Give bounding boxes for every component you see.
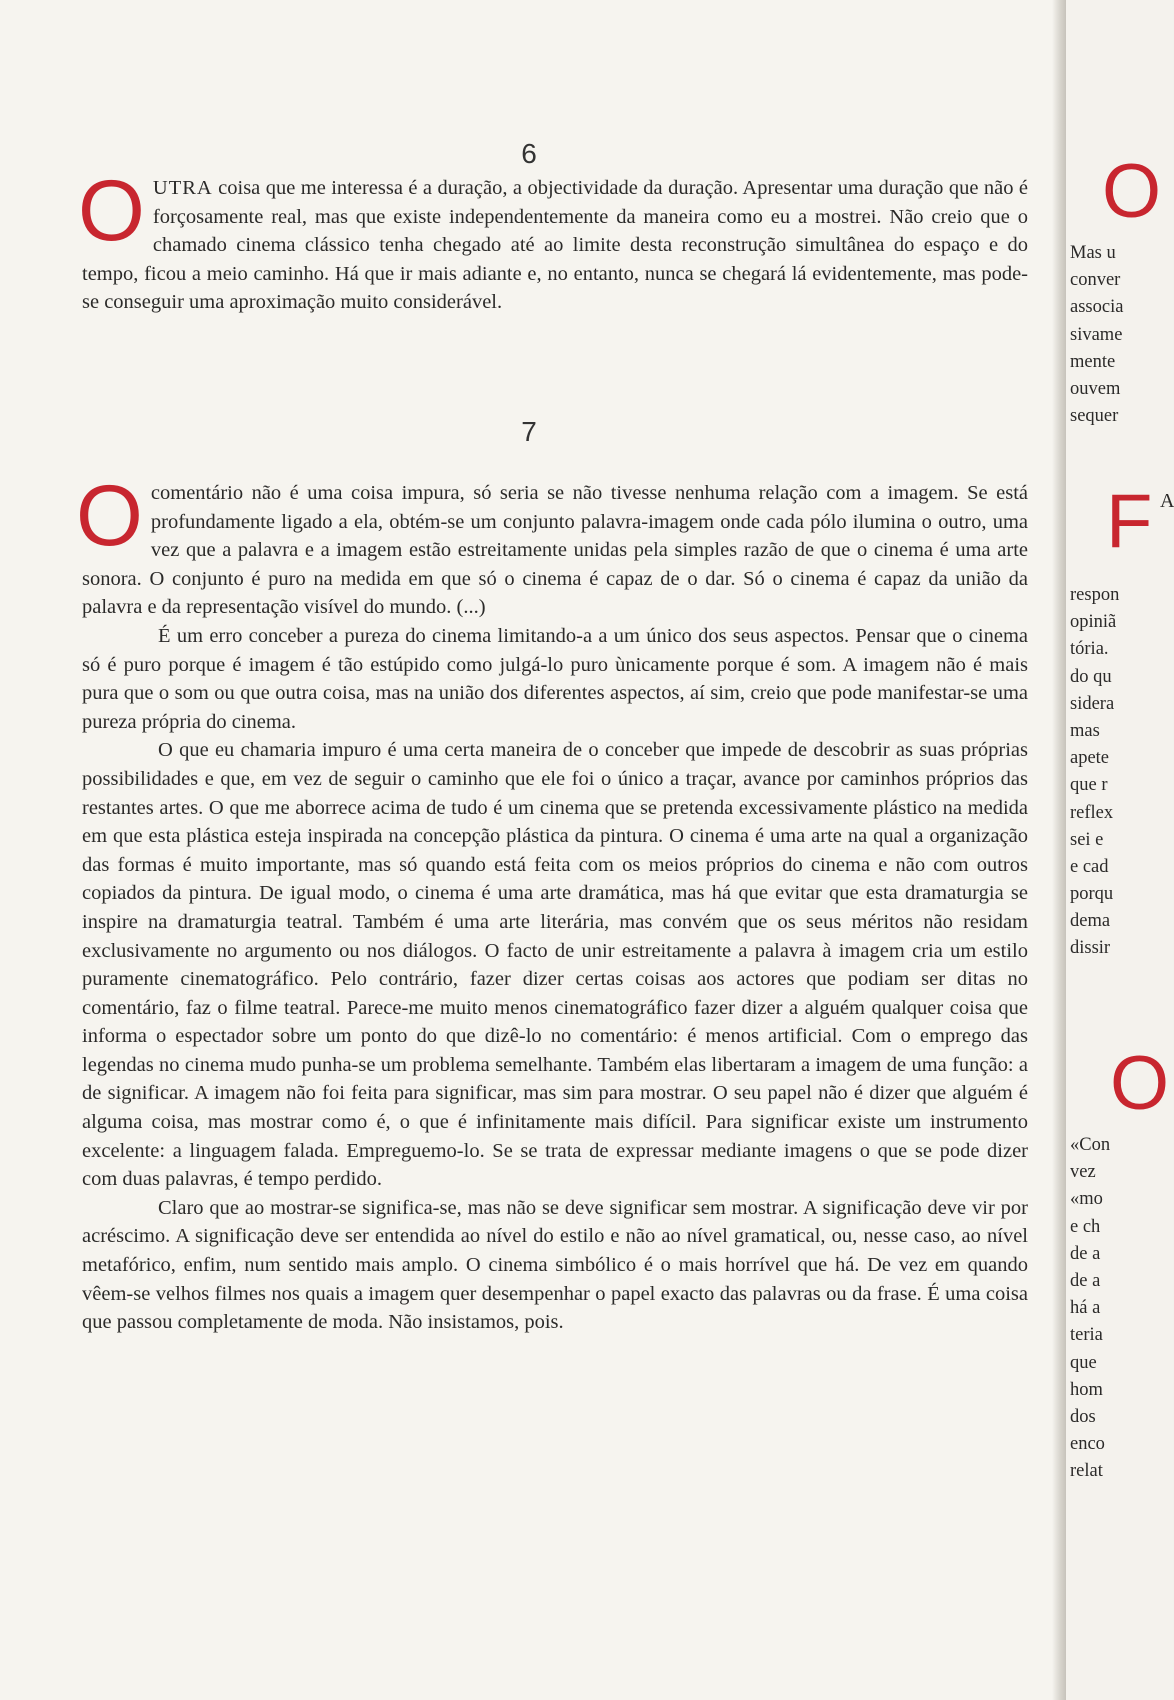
text-line: tória. — [1070, 639, 1109, 660]
right-page-edge — [1066, 0, 1173, 1700]
text-line: que — [1070, 1352, 1097, 1373]
section-7-paragraph-4: Claro que ao mostrar-se significa-se, mas não se deve significar sem mostrar. A significação deve vir por acréscimo. A significação deve ser entendida ao nível do estilo e não ao nível gramatical, ou, nesse caso, ao nível metafórico, enfim, num sentido mais amplo. O cinema simbólico é o mais horrível que há. De vez em quando vêem-se velhos filmes nos quais a imagem quer desempenhar o papel exacto das palavras ou da frase. É uma coisa que passou completamente de moda. Não insistamos, pois. — [82, 1196, 1028, 1334]
right-cap-letter: A — [1160, 490, 1174, 512]
right-dropcap-1: O — [1102, 149, 1162, 234]
dropcap: O — [78, 163, 145, 259]
text-line: associa — [1070, 297, 1124, 318]
section-number-7: 7 — [521, 416, 537, 447]
text-line: ouvem — [1070, 378, 1121, 399]
paragraph-text: coisa que me interessa é a duração, a objectividade da duração. Apresentar uma duração que não é forçosamente real, mas que existe independentemente da maneira como eu a mostrei. Não creio que o chamado cinema clássico tenha chegado até ao limite desta reconstrução simultânea do espaço e do tempo, ficou a meio caminho. Há que ir mais adiante e, no entanto, nunca se chegará lá evidentemente, mas pode-se conseguir uma aproximação muito considerável. — [82, 177, 1028, 314]
text-line: dema — [1070, 911, 1111, 932]
text-line: mente — [1070, 351, 1116, 372]
section-6-paragraph — [78, 163, 1028, 317]
text-line: conver — [1070, 270, 1121, 291]
text-line: dissir — [1070, 938, 1111, 959]
text-line: enco — [1070, 1434, 1105, 1455]
text-line: reflex — [1070, 802, 1114, 823]
text-line: de a — [1070, 1270, 1101, 1291]
text-line: sequer — [1070, 406, 1119, 427]
section-7 — [76, 468, 1028, 1337]
right-text-block-1 — [1070, 240, 1173, 430]
text-line: mas — [1070, 720, 1100, 741]
section-number-6: 6 — [521, 138, 537, 169]
text-line: de a — [1070, 1243, 1101, 1264]
text-line: sei e — [1070, 829, 1104, 850]
text-line: relat — [1070, 1461, 1103, 1482]
text-line: vez — [1070, 1162, 1096, 1183]
text-line: dos — [1070, 1406, 1096, 1427]
text-line: «Con — [1070, 1135, 1111, 1155]
right-dropcap-3: O — [1110, 1041, 1170, 1126]
text-line: teria — [1070, 1325, 1103, 1346]
text-line: do qu — [1070, 666, 1112, 687]
section-6 — [78, 163, 1028, 317]
text-line: sidera — [1070, 693, 1115, 714]
book-gutter — [1052, 0, 1066, 1700]
dropcap: O — [76, 468, 143, 564]
text-line: porqu — [1070, 884, 1114, 905]
text-line: sivame — [1070, 324, 1123, 345]
section-7-paragraph-2: É um erro conceber a pureza do cinema limitando-a a um único dos seus aspectos. Pensar que o cinema só é puro porque é imagem é tão estúpido como julgá-lo puro ùnicamente porque é som. A imagem não é mais pura que o som ou que outra coisa, mas na união dos diferentes aspectos, aí sim, creio que pode manifestar-se uma pureza própria do cinema. — [82, 624, 1028, 733]
text-line: e ch — [1070, 1216, 1101, 1237]
text-line: respon — [1070, 585, 1120, 605]
right-dropcap-2: F — [1106, 479, 1153, 564]
text-line: apete — [1070, 748, 1110, 769]
text-line: e cad — [1070, 856, 1109, 877]
text-line: «mo — [1070, 1189, 1103, 1210]
text-line: opiniã — [1070, 612, 1117, 633]
text-line: há a — [1070, 1298, 1101, 1319]
text-line: hom — [1070, 1379, 1103, 1400]
right-text-block-3 — [1070, 1132, 1173, 1485]
paragraph-text: comentário não é uma coisa impura, só seria se não tivesse nenhuma relação com a imagem. Se está profundamente ligado a ela, obtém-se um conjunto palavra-imagem onde cada pólo ilumina o outro, uma vez que a palavra e a imagem estão estreitamente unidas pela simples razão de que o cinema é uma arte sonora. O conjunto é puro na medida em que só o cinema é capaz de o dar. Só o cinema é capaz da união da palavra e da representação visível do mundo. (...) — [82, 482, 1028, 619]
text-line: que r — [1070, 775, 1108, 796]
section-7-paragraph-1 — [76, 468, 1028, 622]
lead-word: UTRA — [152, 177, 213, 199]
right-text-block-2 — [1070, 582, 1173, 963]
text-line: Mas u — [1070, 243, 1116, 263]
section-7-paragraph-3: O que eu chamaria impuro é uma certa maneira de o conceber que impede de descobrir as suas próprias possibilidades e que, em vez de seguir o caminho que ele foi o único a traçar, avance por caminhos próprios das restantes artes. O que me aborrece acima de tudo é um cinema que se pretenda excessivamente plástico na medida em que esta plástica esteja inspirada na concepção plástica da pintura. O cinema é uma arte na qual a organização das formas é muito importante, mas só quando está feita com os meios próprios do cinema e não com outros copiados da pintura. De igual modo, o cinema é uma arte dramática, mas há que evitar que esta dramaturgia se inspire na dramaturgia teatral. Também é uma arte literária, mas convém que os seus méritos não residam exclusivamente no argumento ou nos diálogos. O facto de unir estreitamente a palavra à imagem cria um estilo puramente cinematográfico. Pelo contrário, fazer dizer certas coisas aos actores que podiam ser ditas no comentário, faz o filme teatral. Parece-me muito menos cinematográfico fazer dizer a alguém qualquer coisa que informa o espectador sobre um ponto do que dizê-lo no comentário: é menos artificial. Com o emprego das legendas no cinema mudo punha-se um problema semelhante. Também elas libertaram a imagem de uma função: a de significar. A imagem não foi feita para significar, mas sim para mostrar. O seu papel não é dizer que alguém é alguma coisa, mas mostrar como é, o que é infinitamente mais difícil. Para significar existe um instrumento excelente: a linguagem falada. Empreguemo-lo. Se se trata de expressar mediante imagens o que se pode dizer com duas palavras, é tempo perdido. — [82, 739, 1028, 1191]
